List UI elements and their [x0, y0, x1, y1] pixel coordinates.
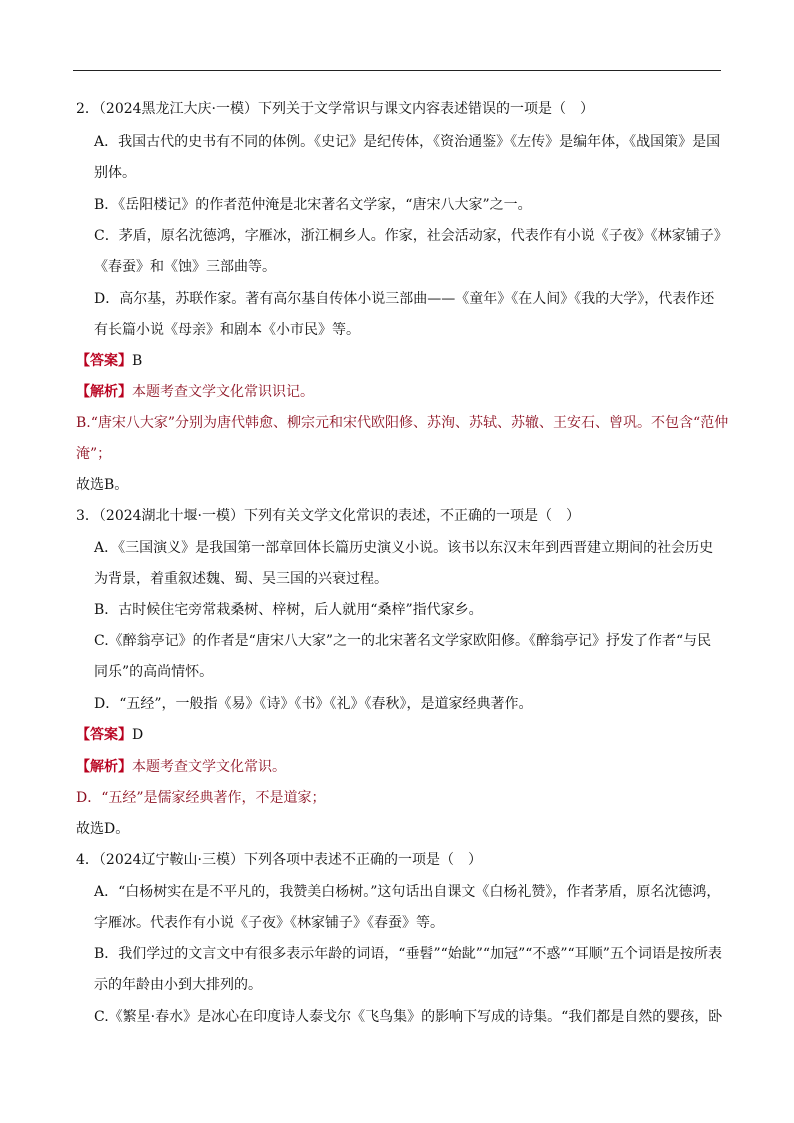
question-4-option-a-cont: 字雁冰。代表作有小说《子夜》《林家铺子》《春蚕》等。 [94, 915, 444, 931]
question-2-option-c-cont: 《春蚕》和《蚀》三部曲等。 [94, 259, 276, 275]
question-2-option-b: B．《岳阳楼记》的作者范仲淹是北宋著名文学家，“唐宋八大家”之一。 [94, 197, 532, 213]
question-2-answer [76, 351, 142, 371]
question-4-option-c: C.《繁星·春水》是冰心在印度诗人泰戈尔《飞鸟集》的影响下写成的诗集。“我们都是自然的婴孩，卧 [94, 1009, 723, 1025]
question-2-option-a-cont: 别体。 [94, 165, 136, 181]
question-2-option-a: A．我国古代的史书有不同的体例。《史记》是纪传体，《资治通鉴》《左传》是编年体，《战国策》是国 [94, 134, 721, 150]
answer-label: 【答案】 [76, 727, 132, 743]
question-2-stem: 2．（2024黑龙江大庆·一模）下列关于文学常识与课文内容表述错误的一项是（ ） [76, 101, 594, 117]
question-2-conclusion: 故选B。 [76, 477, 129, 493]
analysis-text: 本题考查文学文化常识。 [132, 759, 286, 775]
question-3-stem: 3．（2024湖北十堰·一模）下列有关文学文化常识的表述，不正确的一项是（ ） [76, 508, 580, 524]
question-3-option-a: A．《三国演义》是我国第一部章回体长篇历史演义小说。该书以东汉末年到西晋建立期间的社会历史 [94, 540, 714, 556]
question-3-option-b: B．古时候住宅旁常栽桑树、梓树，后人就用“桑梓”指代家乡。 [94, 602, 483, 618]
question-4-option-b: B．我们学过的文言文中有很多表示年龄的词语，“垂髫”“始龀”“加冠”“不惑”“耳顺”五个词语是按所表 [94, 946, 722, 962]
question-2-option-d-cont: 有长篇小说《母亲》和剧本《小市民》等。 [94, 322, 360, 338]
question-2-explanation: B.“唐宋八大家”分别为唐代韩愈、柳宗元和宋代欧阳修、苏洵、苏轼、苏辙、王安石、曾巩。不包含“范仲 [76, 415, 729, 431]
question-2-analysis [76, 382, 314, 402]
analysis-text: 本题考查文学文化常识识记。 [132, 384, 314, 400]
question-3-option-c-cont: 同乐”的高尚情怀。 [94, 664, 214, 680]
analysis-label: 【解析】 [76, 384, 132, 400]
question-4-option-b-cont: 示的年龄由小到大排列的。 [94, 977, 262, 993]
answer-value: B [132, 353, 143, 369]
analysis-label: 【解析】 [76, 759, 132, 775]
question-2-option-c: C．茅盾，原名沈德鸿，字雁冰，浙江桐乡人。作家，社会活动家，代表作有小说《子夜》《林家铺子》 [94, 228, 728, 244]
question-4-stem: 4．（2024辽宁鞍山·三模）下列各项中表述不正确的一项是（ ） [76, 852, 482, 868]
question-4-option-a: A．“白杨树实在是不平凡的，我赞美白杨树。”这句话出自课文《白杨礼赞》，作者茅盾，原名沈德鸿， [94, 884, 721, 900]
question-2-explanation-cont: 淹”； [76, 446, 112, 462]
question-3-analysis [76, 757, 286, 777]
answer-label: 【答案】 [76, 353, 132, 369]
question-3-option-c: C.《醉翁亭记》的作者是“唐宋八大家”之一的北宋著名文学家欧阳修。《醉翁亭记》抒发了作者“与民 [94, 633, 712, 649]
answer-value: D [132, 727, 144, 743]
question-3-answer [76, 725, 143, 745]
question-3-explanation: D．“五经”是儒家经典著作，不是道家； [76, 790, 326, 806]
question-3-option-a-cont: 为背景，着重叙述魏、蜀、吴三国的兴衰过程。 [94, 571, 388, 587]
header-rule [73, 70, 721, 71]
question-3-option-d: D．“五经”，一般指《易》《诗》《书》《礼》《春秋》，是道家经典著作。 [94, 696, 533, 712]
question-2-option-d: D．高尔基，苏联作家。著有高尔基自传体小说三部曲——《童年》《在人间》《我的大学》，代表作还 [94, 291, 715, 307]
question-3-conclusion: 故选D。 [76, 821, 130, 837]
